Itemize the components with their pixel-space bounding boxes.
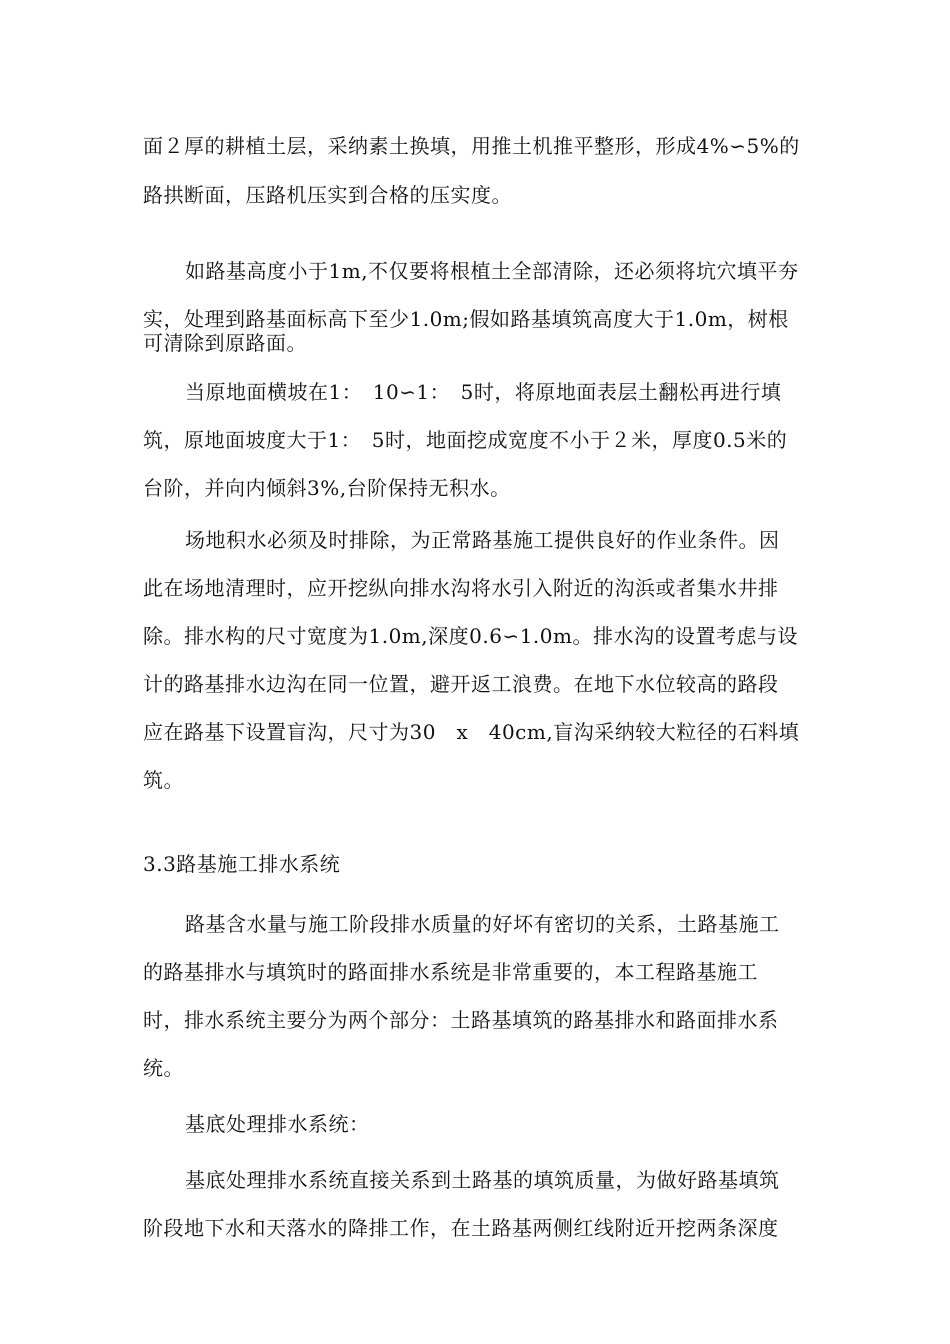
text-line: 应在路基下设置盲沟，尺寸为30 x 40cm,盲沟采纳较大粒径的石料填 — [143, 720, 800, 744]
text-line: 统。 — [143, 1056, 184, 1080]
text-line: 此在场地清理时，应开挖纵向排水沟将水引入附近的沟浜或者集水井排 — [143, 576, 779, 600]
text-line: 除。排水构的尺寸宽度为1.0m,深度0.6∽1.0m。排水沟的设置考虑与设 — [143, 624, 798, 648]
subheading: 基底处理排水系统： — [185, 1112, 370, 1136]
text-line: 阶段地下水和天落水的降排工作，在土路基两侧红线附近开挖两条深度 — [143, 1216, 779, 1240]
text-line: 面２厚的耕植土层，采纳素土换填，用推土机推平整形，形成4%∽5%的 — [143, 134, 800, 158]
text-line: 计的路基排水边沟在同一位置，避开返工浪费。在地下水位较高的路段 — [143, 672, 779, 696]
text-line: 筑，原地面坡度大于1： 5时，地面挖成宽度不小于２米，厚度0.5米的 — [143, 428, 788, 452]
text-line: 实，处理到路基面标高下至少1.0m;假如路基填筑高度大于1.0m，树根 — [143, 307, 789, 331]
text-line: 时，排水系统主要分为两个部分：土路基填筑的路基排水和路面排水系 — [143, 1008, 779, 1032]
text-line: 可清除到原路面。 — [143, 331, 307, 355]
text-line: 如路基高度小于1m,不仅要将根植土全部清除，还必须将坑穴填平夯 — [185, 259, 799, 283]
text-line: 台阶，并向内倾斜3%,台阶保持无积水。 — [143, 476, 511, 500]
text-line: 场地积水必须及时排除，为正常路基施工提供良好的作业条件。因 — [185, 528, 780, 552]
text-line: 路基含水量与施工阶段排水质量的好坏有密切的关系，土路基施工 — [185, 912, 780, 936]
text-line: 基底处理排水系统直接关系到土路基的填筑质量，为做好路基填筑 — [185, 1168, 780, 1192]
text-line: 筑。 — [143, 768, 184, 792]
text-line: 路拱断面，压路机压实到合格的压实度。 — [143, 183, 512, 207]
text-line: 的路基排水与填筑时的路面排水系统是非常重要的，本工程路基施工 — [143, 960, 758, 984]
text-line: 当原地面横坡在1： 10∽1： 5时，将原地面表层土翻松再进行填 — [185, 380, 782, 404]
section-heading: 3.3路基施工排水系统 — [143, 852, 341, 876]
